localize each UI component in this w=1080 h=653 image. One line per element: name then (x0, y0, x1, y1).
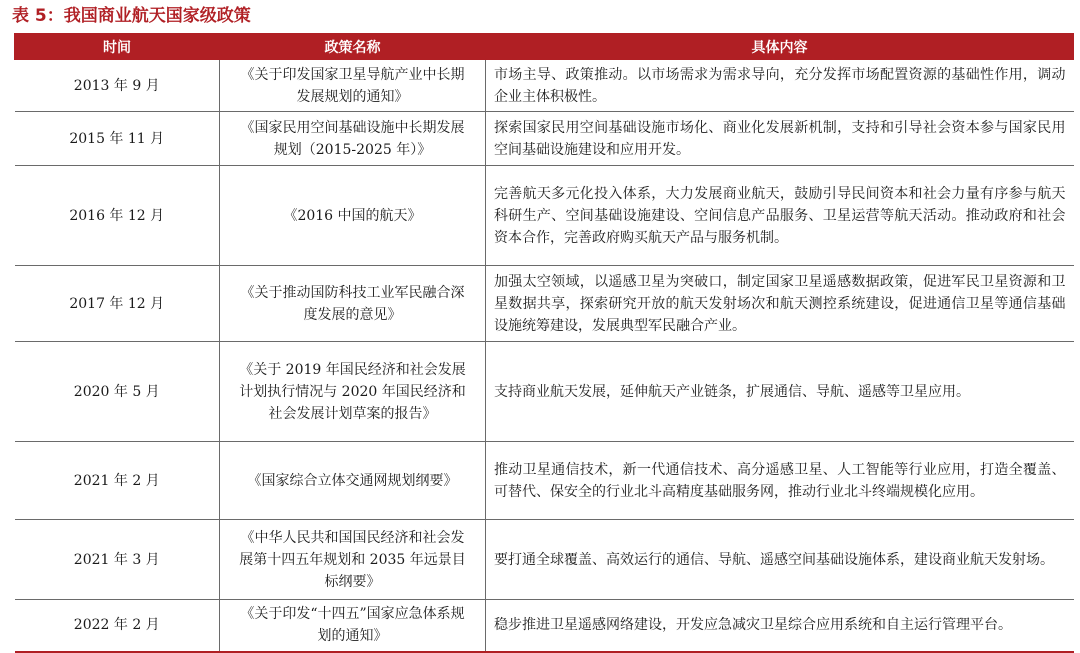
time-cell: 2020 年 5 月 (15, 342, 220, 442)
policy-cell: 《2016 中国的航天》 (220, 166, 486, 266)
content-cell: 市场主导、政策推动。以市场需求为需求导向，充分发挥市场配置资源的基础性作用，调动企业主体积极性。 (486, 60, 1074, 112)
content-cell: 要打通全球覆盖、高效运行的通信、导航、遥感空间基础设施体系，建设商业航天发射场。 (486, 520, 1074, 600)
time-cell: 2021 年 3 月 (15, 520, 220, 600)
time-cell: 2017 年 12 月 (15, 266, 220, 342)
policy-cell: 《关于印发国家卫星导航产业中长期发展规划的通知》 (220, 60, 486, 112)
policy-cell: 《关于推动国防科技工业军民融合深度发展的意见》 (220, 266, 486, 342)
header-policy: 政策名称 (220, 34, 486, 60)
policy-cell: 《国家综合立体交通网规划纲要》 (220, 442, 486, 520)
header-content: 具体内容 (486, 34, 1074, 60)
table-row (15, 112, 1074, 166)
time-cell: 2021 年 2 月 (15, 442, 220, 520)
policy-cell: 《关于印发“十四五”国家应急体系规划的通知》 (220, 600, 486, 652)
table-row (15, 520, 1074, 600)
time-cell: 2015 年 11 月 (15, 112, 220, 166)
content-cell: 完善航天多元化投入体系，大力发展商业航天，鼓励引导民间资本和社会力量有序参与航天科研生产、空间基础设施建设、空间信息产品服务、卫星运营等航天活动。推动政府和社会资本合作，完善政府购买航天产品与服务机制。 (486, 166, 1074, 266)
header-time: 时间 (15, 34, 220, 60)
time-cell: 2022 年 2 月 (15, 600, 220, 652)
time-cell: 2016 年 12 月 (15, 166, 220, 266)
policy-table (14, 33, 1074, 653)
content-cell: 推动卫星通信技术，新一代通信技术、高分遥感卫星、人工智能等行业应用，打造全覆盖、可替代、保安全的行业北斗高精度基础服务网，推动行业北斗终端规模化应用。 (486, 442, 1074, 520)
policy-cell: 《中华人民共和国国民经济和社会发展第十四五年规划和 2035 年远景目标纲要》 (220, 520, 486, 600)
table-row (15, 266, 1074, 342)
policy-cell: 《国家民用空间基础设施中长期发展规划（2015-2025 年）》 (220, 112, 486, 166)
table-caption: 表 5：我国商业航天国家级政策 (12, 6, 251, 26)
policy-cell: 《关于 2019 年国民经济和社会发展计划执行情况与 2020 年国民经济和社会发展计划草案的报告》 (220, 342, 486, 442)
table-row (15, 342, 1074, 442)
table-row (15, 442, 1074, 520)
table-row (15, 600, 1074, 652)
content-cell: 支持商业航天发展，延伸航天产业链条，扩展通信、导航、遥感等卫星应用。 (486, 342, 1074, 442)
time-cell: 2013 年 9 月 (15, 60, 220, 112)
header-row (15, 34, 1074, 60)
content-cell: 加强太空领域，以遥感卫星为突破口，制定国家卫星遥感数据政策，促进军民卫星资源和卫星数据共享，探索研究开放的航天发射场次和航天测控系统建设，促进通信卫星等通信基础设施统筹建设，发展典型军民融合产业。 (486, 266, 1074, 342)
content-cell: 稳步推进卫星遥感网络建设，开发应急减灾卫星综合应用系统和自主运行管理平台。 (486, 600, 1074, 652)
table-row (15, 166, 1074, 266)
table-row (15, 60, 1074, 112)
content-cell: 探索国家民用空间基础设施市场化、商业化发展新机制，支持和引导社会资本参与国家民用空间基础设施建设和应用开发。 (486, 112, 1074, 166)
